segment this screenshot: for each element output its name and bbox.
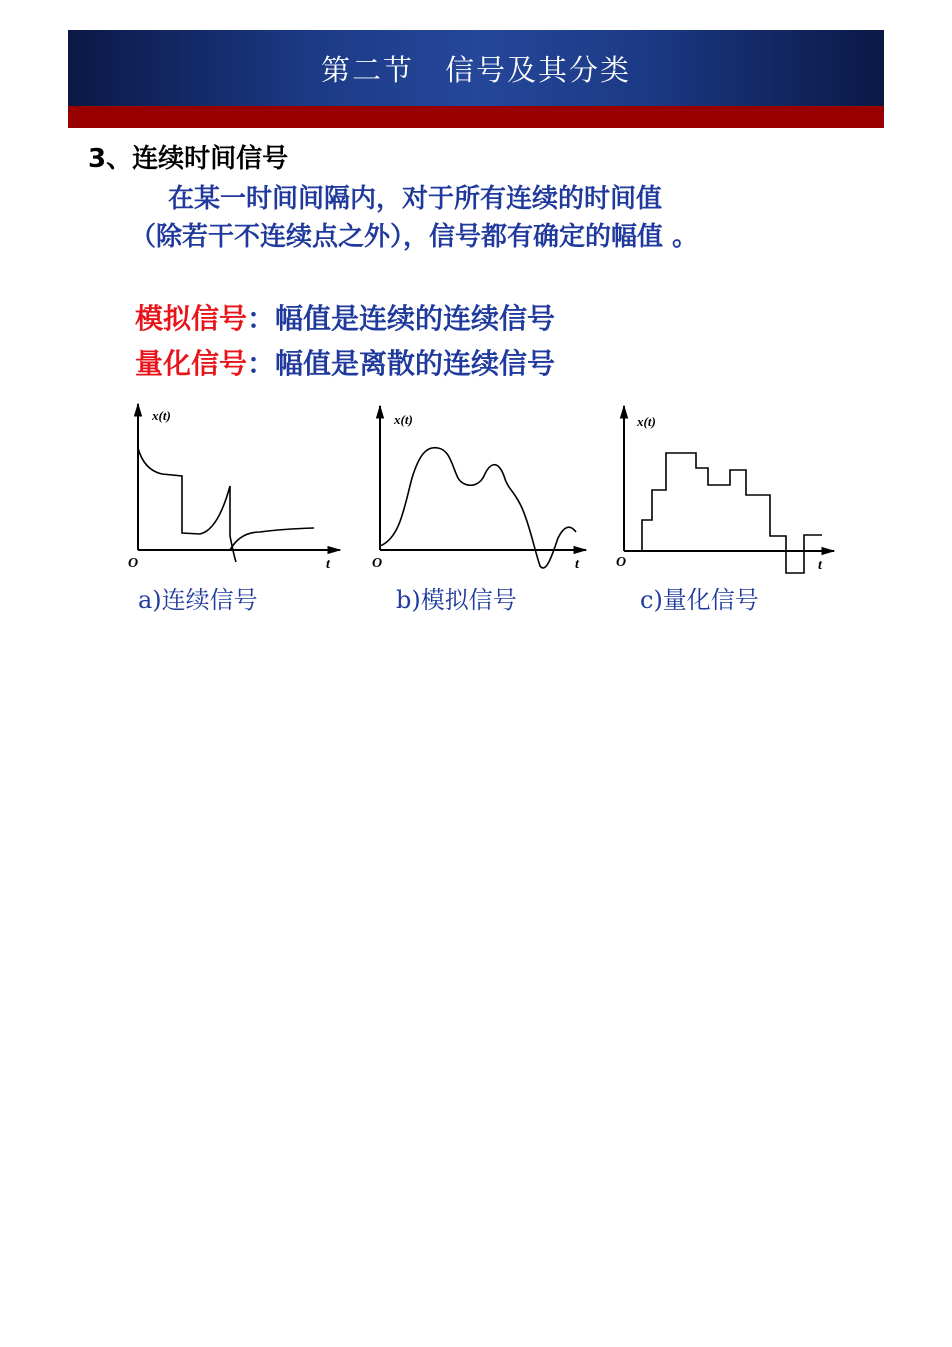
y-axis-label: x(t) <box>394 412 413 427</box>
accent-bar <box>68 106 884 128</box>
figure-analog-signal <box>364 398 600 580</box>
figure-continuous-signal <box>122 398 358 580</box>
caption-continuous-signal: a)连续信号 <box>138 586 258 614</box>
section-heading: 3、连续时间信号 <box>88 144 289 174</box>
x-axis-label: t <box>575 557 579 572</box>
term-analog-desc: ：幅值是连续的连续信号 <box>247 302 556 335</box>
definition-line-1: 在某一时间间隔内，对于所有连续的时间值 <box>168 184 663 214</box>
page-title: 第二节 信号及其分类 <box>320 52 631 87</box>
signal-curve <box>138 448 314 562</box>
y-axis-label: x(t) <box>637 414 656 429</box>
title-banner <box>68 30 884 106</box>
term-quantized-name: 量化信号 <box>135 347 248 380</box>
origin-label: O <box>372 556 383 571</box>
term-analog <box>135 297 555 337</box>
term-quantized <box>135 342 555 382</box>
origin-label: O <box>616 555 627 570</box>
y-axis-label: x(t) <box>152 408 171 423</box>
x-axis-label: t <box>818 558 822 573</box>
x-axis-label: t <box>326 557 330 572</box>
term-quantized-desc: ：幅值是离散的连续信号 <box>247 347 556 380</box>
figure-quantized-signal <box>606 398 842 580</box>
definition-line-2: （除若干不连续点之外），信号都有确定的幅值 。 <box>130 222 699 252</box>
caption-quantized-signal: c)量化信号 <box>640 586 759 614</box>
term-analog-name: 模拟信号 <box>135 302 248 335</box>
origin-label: O <box>128 556 139 571</box>
signal-steps <box>642 453 822 573</box>
caption-analog-signal: b)模拟信号 <box>396 586 517 614</box>
